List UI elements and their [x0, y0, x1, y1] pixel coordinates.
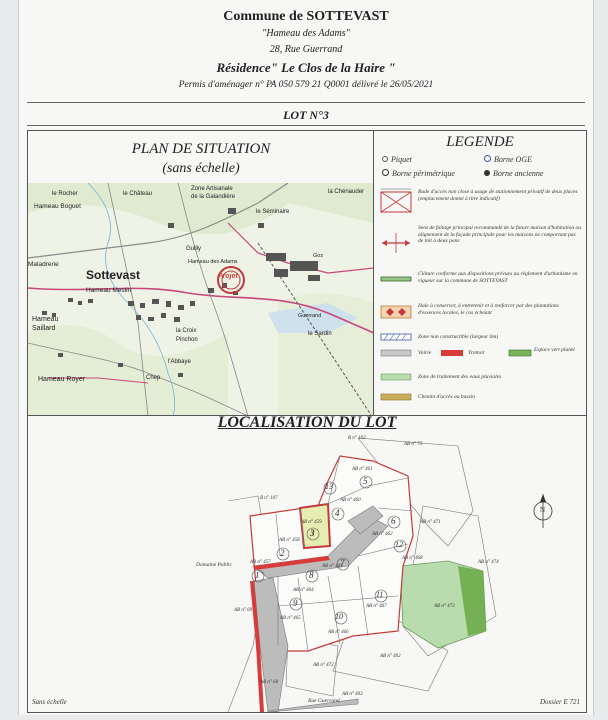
place-label: Hameau — [32, 316, 59, 323]
espace-vert-icon — [508, 349, 532, 357]
domaine-public-label: Domaine Public — [196, 562, 232, 568]
lot-number: 10 — [335, 612, 343, 621]
voirie-icon — [380, 349, 412, 357]
parcel-label: AB n° 457 — [250, 560, 271, 565]
lot-number: 12 — [395, 540, 403, 549]
legend-panel — [373, 130, 587, 417]
town-label: Sottevast — [86, 268, 141, 282]
lot-number: 9 — [293, 598, 298, 608]
place-label: Guerrand — [298, 313, 322, 319]
parcel-label: AB n° 473 — [434, 604, 455, 609]
piquet-icon — [382, 156, 388, 162]
address-line: 28, Rue Guerrand — [269, 44, 343, 55]
situation-panel — [27, 130, 375, 417]
place-label: le Château — [123, 191, 153, 197]
parcel-label: AB n° 474 — [478, 560, 499, 565]
localisation-panel — [27, 415, 587, 713]
legend-item: Chemin d'accès au bassin — [374, 391, 586, 405]
residence-title: Résidence" Le Clos de la Haire " — [216, 60, 396, 75]
hameau-line: "Hameau des Adams" — [262, 28, 350, 39]
parcel-label: AB n° 73 — [404, 442, 423, 447]
hedge-icon — [380, 303, 412, 321]
place-label: le Sardin — [308, 331, 332, 337]
topographic-map — [28, 183, 374, 416]
fence-icon — [380, 274, 412, 284]
legend-item: Bade d'accès non close à usage de stationnement privatif de deux places (emplacement donné à titre indicatif) — [374, 185, 586, 221]
access-path-icon — [380, 393, 412, 401]
borne-oge-icon — [484, 155, 491, 162]
legend-item: Clôture conforme aux dispositions prévues au règlement d'urbanisme en vigueur sur la commune de SOTTEVAST — [374, 271, 586, 299]
lot-number: 5 — [363, 476, 368, 486]
project-marker-label: Projet — [218, 273, 238, 280]
legend-borne-anc: Borne ancienne — [484, 169, 543, 178]
parcel-label: AB n° 467 — [366, 604, 387, 609]
parcel-label: B n° 102 — [348, 436, 366, 441]
situation-title: PLAN DE SITUATION — [131, 141, 271, 157]
dossier-number: Dossier E 721 — [539, 698, 580, 706]
street-label: Rue Guerrand — [308, 698, 340, 704]
parcel-label: AB n° 466 — [328, 630, 349, 635]
parcel-label: AB n° 458 — [279, 538, 300, 543]
lot-number: 1 — [255, 570, 260, 580]
commune-title: Commune de SOTTEVAST — [223, 9, 389, 24]
parcel-label: AB n° 461 — [352, 467, 373, 472]
place-label: l'Abbaye — [168, 359, 191, 365]
divider — [27, 125, 585, 126]
lot-number: 4 — [335, 508, 340, 518]
place-label: Maladrerie — [28, 261, 59, 268]
legend-item: Haie à conserver, à entretenir et à renforcer par des plantations d'essences locales, le cas échéant — [374, 303, 586, 327]
legend-item: Zone de traitement des eaux pluviales — [374, 371, 586, 385]
place-label: Pinchon — [176, 337, 198, 343]
place-label: de la Galandière — [191, 194, 236, 200]
place-label: le Rocher — [52, 191, 78, 197]
parcel-label: AB n° 468 — [402, 556, 423, 561]
legend-item: Zone non constructible (largeur 6m) — [374, 331, 586, 345]
lot-number: 6 — [391, 516, 396, 526]
parcel-label: AB n° 472 — [313, 663, 334, 668]
parcel-label: AB n° 462 — [372, 532, 393, 537]
lot-number-current: 3 — [310, 528, 315, 538]
legend-item: Sens de faîtage principal recommandé de la future maison d'habitation ou alignement de la façade principale pour les maisons ne comportant pas de toit à deux pans — [374, 223, 586, 267]
lot-number: 8 — [309, 570, 314, 580]
borne-perimetrique-icon — [382, 169, 389, 176]
legend-borne-perim: Borne périmétrique — [382, 169, 455, 178]
place-label: Hameau des Adams — [188, 259, 238, 265]
legend-borne-oge: Borne OGE — [484, 155, 532, 164]
non-constructible-icon — [380, 333, 412, 341]
ridge-direction-icon — [380, 229, 412, 257]
parcel-label: AB n° 465 — [280, 616, 301, 621]
place-label: la Chénauder — [328, 189, 365, 195]
permit-line: Permis d'aménager n° PA 050 579 21 Q0001 délivré le 26/05/2021 — [178, 80, 434, 90]
place-label: Hameau Boguet — [34, 203, 81, 210]
legend-piquet: Piquet — [382, 155, 412, 164]
place-label: Zone Artisanale — [191, 186, 233, 192]
place-label: le Séminaire — [256, 209, 290, 215]
cadastral-plan — [28, 416, 586, 712]
lot-number: 11 — [376, 590, 384, 599]
place-label: Goz — [313, 253, 324, 259]
parcel-label: B n° 107 — [260, 496, 278, 501]
parcel-label: AB n° 459 — [301, 520, 322, 525]
situation-subtitle: (sans échelle) — [162, 161, 240, 176]
legend-title: LEGENDE — [446, 134, 514, 150]
parking-hatch-icon — [380, 187, 412, 215]
place-label: la Croix — [176, 328, 197, 334]
place-label: Hameau Meslin — [86, 287, 132, 294]
place-label: Hameau Royer — [38, 376, 86, 383]
place-label: Guilly — [186, 246, 202, 252]
trottoir-icon — [440, 349, 464, 357]
lot-number: 2 — [280, 548, 285, 558]
stormwater-icon — [380, 373, 412, 381]
parcel-label: AB n° 60 — [260, 680, 279, 685]
north-label: N — [540, 506, 546, 514]
localisation-title: LOCALISATION DU LOT — [217, 414, 397, 431]
parcel-label: AB n° 69 — [234, 608, 253, 613]
place-label: Chep — [146, 375, 161, 381]
lot-title: LOT N°3 — [283, 108, 329, 122]
parcel-label: AB n° 403 — [342, 692, 363, 697]
parcel-label: AB n° 460 — [340, 498, 361, 503]
document-sheet — [18, 0, 594, 715]
legend-item: Voirie Trottoir Espace vert planté — [374, 347, 586, 363]
borne-ancienne-icon — [484, 170, 490, 176]
scale-note: Sans échelle — [32, 698, 67, 706]
divider — [27, 102, 585, 103]
parcel-label: AB n° 464 — [293, 588, 314, 593]
parcel-label: AB n° 402 — [380, 654, 401, 659]
parcel-label: AB n° 463 — [322, 564, 343, 569]
parcel-label: AB n° 471 — [420, 520, 441, 525]
lot-number: 13 — [325, 482, 333, 491]
place-label: Saillard — [32, 325, 56, 332]
lot-number: 7 — [340, 558, 345, 568]
